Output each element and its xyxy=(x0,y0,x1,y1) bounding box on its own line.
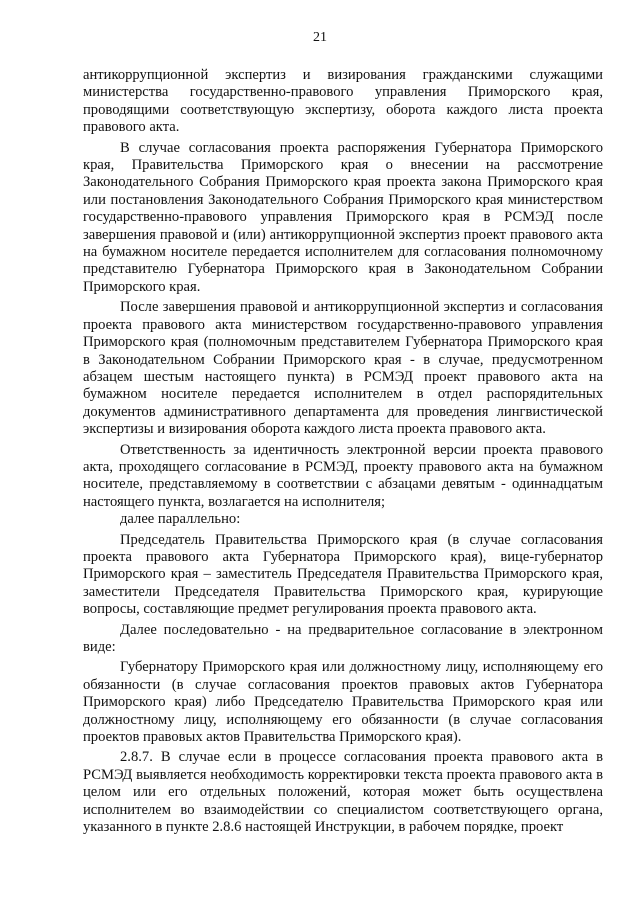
page-number: 21 xyxy=(313,30,327,45)
paragraph-2-8-7: 2.8.7. В случае если в процессе согласования проекта правового акта в РСМЭД выявляется необходимость корректировки текста проекта правового акта в целом или его отдельных положений, которая может быть осуществлена исполнителем во взаимодействии со специалистом соответствующего органа, указанного в пункте 2.8.6 настоящей Инструкции, в рабочем порядке, проект xyxy=(83,749,603,836)
paragraph-governor: Губернатору Приморского края или должностному лицу, исполняющему его обязанности (в случае согласования проектов правовых актов Губернатора Приморского края) либо Председателю Правительства Приморского края или должностному лицу, исполняющему его обязанности (в случае согласования проектов правовых актов Правительства Приморского края). xyxy=(83,659,603,746)
paragraph-after-expertise: После завершения правовой и антикоррупционной экспертиз и согласования проекта правового акта министерством государственно-правового управления Приморского края (полномочным представителем Губернатора Приморского края в Законодательном Собрании Приморского края - в случае, предусмотренном абзацем шестым настоящего пункта) в РСМЭД проект правового акта на бумажном носителе передается исполнителем в отдел распорядительных документов административного департамента для проведения лингвистической экспертизы и визирования оборота каждого листа проекта правового акта. xyxy=(83,299,603,438)
paragraph-parallel: далее параллельно: xyxy=(120,511,241,528)
paragraph-chairman: Председатель Правительства Приморского края (в случае согласования проекта правового акта Губернатора Приморского края), вице-губернатор Приморского края – заместитель Председателя Правительства Приморского края, заместители Председателя Правительства Приморского края, курирующие вопросы, составляющие предмет регулирования проекта правового акта. xyxy=(83,531,603,618)
paragraph-approval-order: В случае согласования проекта распоряжения Губернатора Приморского края, Правительства Приморского края о внесении на рассмотрение Законодательного Собрания Приморского края проекта закона Приморского края или постановления Законодательного Собрания Приморского края министерством государственно-правового управления Приморского края в РСМЭД после завершения правовой и (или) антикоррупционной экспертиз проект правового акта на бумажном носителе передается исполнителем для согласования полномочному представителю Губернатора Приморского края в Законодательном Собрании Приморского края. xyxy=(83,139,603,295)
paragraph-responsibility: Ответственность за идентичность электронной версии проекта правового акта, проходящего согласование в РСМЭД, проекту правового акта на бумажном носителе, представляемому в соответствии с абзацами девятым - одиннадцатым настоящего пункта, возлагается на исполнителя; xyxy=(83,441,603,510)
document-body xyxy=(83,67,603,836)
paragraph-continuation: антикоррупционной экспертиз и визирования гражданскими служащими министерства государственно-правового управления Приморского края, проводящими соответствующую экспертизу, оборота каждого листа проекта правового акта. xyxy=(83,67,603,136)
paragraph-sequential: Далее последовательно - на предварительное согласование в электронном виде: xyxy=(83,621,603,655)
